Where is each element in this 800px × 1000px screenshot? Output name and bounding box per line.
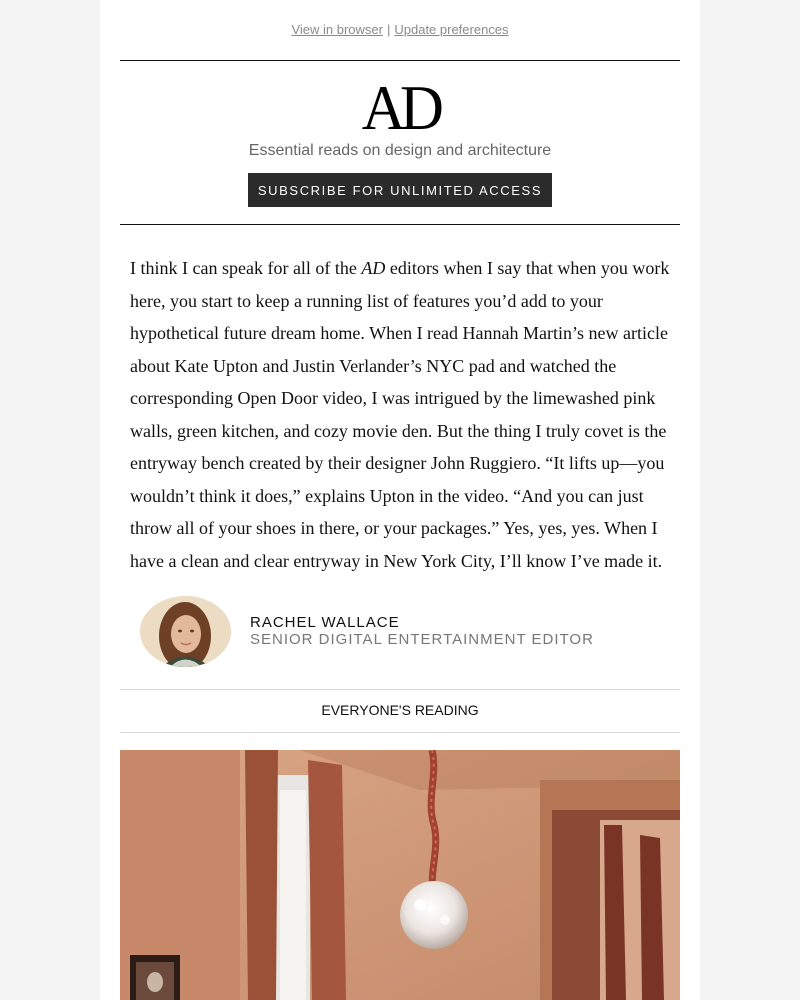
section-bottom-divider [120, 732, 680, 733]
header-bottom-divider [120, 224, 680, 225]
section-heading: EVERYONE'S READING [321, 702, 479, 718]
author-portrait-image [140, 596, 231, 667]
email-container [100, 0, 700, 1000]
view-in-browser-link[interactable]: View in browser [291, 22, 383, 37]
intro-italic-publication: AD [361, 258, 386, 278]
subscribe-button[interactable]: SUBSCRIBE FOR UNLIMITED ACCESS [248, 173, 552, 207]
preheader-separator: | [386, 22, 391, 37]
intro-text-start: I think I can speak for all of the [130, 258, 362, 278]
preheader [100, 22, 700, 37]
interior-room-photo [120, 750, 680, 1000]
author-title: SENIOR DIGITAL ENTERTAINMENT EDITOR [250, 631, 594, 648]
intro-text-rest: editors when I say that when you work here, you start to keep a running list of features you’d add to your hypothetical future dream home. When I read Hannah Martin’s new article about Kate Upton and Justin Verlander’s NYC pad and watched the corresponding Open Door video, I was intrigued by the limewashed pink walls, green kitchen, and cozy movie den. But the thing I truly covet is the entryway bench created by their designer John Ruggiero. “It lifts up—you wouldn’t think it does,” explains Upton in the video. “And you can just throw all of your shoes in there, or your packages.” Yes, yes, yes. When I have a clean and clear entryway in New York City, I’ll know I’ve made it. [130, 258, 670, 571]
featured-article-image[interactable] [120, 750, 680, 1000]
author-avatar [140, 596, 231, 667]
tagline: Essential reads on design and architecture [248, 142, 552, 159]
update-preferences-link[interactable]: Update preferences [394, 22, 509, 37]
author-name: RACHEL WALLACE [250, 614, 400, 631]
header-top-divider [120, 60, 680, 61]
section-top-divider [120, 689, 680, 690]
intro-paragraph [130, 252, 675, 577]
ad-logo[interactable]: AD [361, 72, 439, 143]
